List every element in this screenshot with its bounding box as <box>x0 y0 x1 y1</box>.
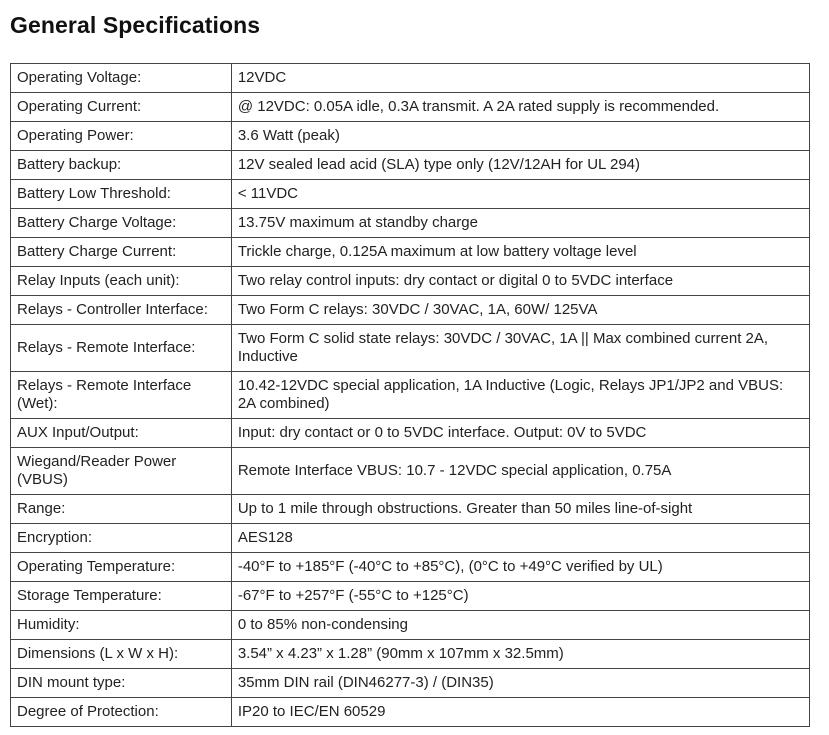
table-row <box>11 296 810 325</box>
spec-label: Encryption: <box>11 524 232 553</box>
spec-value: -67°F to +257°F (-55°C to +125°C) <box>231 582 809 611</box>
spec-label: Battery Charge Voltage: <box>11 209 232 238</box>
spec-label: AUX Input/Output: <box>11 419 232 448</box>
page-title: General Specifications <box>10 12 261 38</box>
table-row <box>11 669 810 698</box>
spec-label: Humidity: <box>11 611 232 640</box>
table-row <box>11 64 810 93</box>
spec-value: Input: dry contact or 0 to 5VDC interface. Output: 0V to 5VDC <box>231 419 809 448</box>
table-row <box>11 238 810 267</box>
spec-value: Two Form C solid state relays: 30VDC / 30VAC, 1A || Max combined current 2A, Inductive <box>231 325 809 372</box>
spec-label: Operating Voltage: <box>11 64 232 93</box>
spec-value: IP20 to IEC/EN 60529 <box>231 698 809 727</box>
table-row <box>11 553 810 582</box>
spec-value: Two relay control inputs: dry contact or digital 0 to 5VDC interface <box>231 267 809 296</box>
spec-value: 0 to 85% non-condensing <box>231 611 809 640</box>
spec-value: 3.6 Watt (peak) <box>231 122 809 151</box>
table-row <box>11 698 810 727</box>
spec-label: Dimensions (L x W x H): <box>11 640 232 669</box>
spec-value: < 11VDC <box>231 180 809 209</box>
spec-value: 13.75V maximum at standby charge <box>231 209 809 238</box>
spec-label: Wiegand/Reader Power (VBUS) <box>11 448 232 495</box>
table-row <box>11 151 810 180</box>
table-row <box>11 209 810 238</box>
table-row <box>11 325 810 372</box>
table-row <box>11 372 810 419</box>
spec-value: Up to 1 mile through obstructions. Greater than 50 miles line-of-sight <box>231 495 809 524</box>
spec-label: Relays - Controller Interface: <box>11 296 232 325</box>
spec-value: @ 12VDC: 0.05A idle, 0.3A transmit. A 2A rated supply is recommended. <box>231 93 809 122</box>
spec-label: DIN mount type: <box>11 669 232 698</box>
spec-label: Relay Inputs (each unit): <box>11 267 232 296</box>
table-row <box>11 524 810 553</box>
spec-label: Operating Current: <box>11 93 232 122</box>
table-row <box>11 419 810 448</box>
spec-label: Storage Temperature: <box>11 582 232 611</box>
spec-label: Range: <box>11 495 232 524</box>
table-row <box>11 582 810 611</box>
table-row <box>11 93 810 122</box>
table-row <box>11 180 810 209</box>
table-row <box>11 495 810 524</box>
spec-value: 35mm DIN rail (DIN46277-3) / (DIN35) <box>231 669 809 698</box>
table-row <box>11 122 810 151</box>
spec-value: 3.54” x 4.23” x 1.28” (90mm x 107mm x 32.5mm) <box>231 640 809 669</box>
spec-value: Two Form C relays: 30VDC / 30VAC, 1A, 60W/ 125VA <box>231 296 809 325</box>
spec-value: Remote Interface VBUS: 10.7 - 12VDC special application, 0.75A <box>231 448 809 495</box>
spec-value: -40°F to +185°F (-40°C to +85°C), (0°C to +49°C verified by UL) <box>231 553 809 582</box>
spec-label: Battery Charge Current: <box>11 238 232 267</box>
table-row <box>11 640 810 669</box>
spec-table <box>10 63 810 727</box>
spec-label: Degree of Protection: <box>11 698 232 727</box>
table-row <box>11 448 810 495</box>
spec-value: 12VDC <box>231 64 809 93</box>
spec-label: Battery backup: <box>11 151 232 180</box>
spec-label: Relays - Remote Interface: <box>11 325 232 372</box>
spec-label: Operating Power: <box>11 122 232 151</box>
spec-value: Trickle charge, 0.125A maximum at low battery voltage level <box>231 238 809 267</box>
spec-label: Operating Temperature: <box>11 553 232 582</box>
spec-value: 10.42-12VDC special application, 1A Inductive (Logic, Relays JP1/JP2 and VBUS: 2A combined) <box>231 372 809 419</box>
spec-label: Relays - Remote Interface (Wet): <box>11 372 232 419</box>
spec-value: AES128 <box>231 524 809 553</box>
table-row <box>11 611 810 640</box>
spec-label: Battery Low Threshold: <box>11 180 232 209</box>
table-row <box>11 267 810 296</box>
spec-value: 12V sealed lead acid (SLA) type only (12V/12AH for UL 294) <box>231 151 809 180</box>
